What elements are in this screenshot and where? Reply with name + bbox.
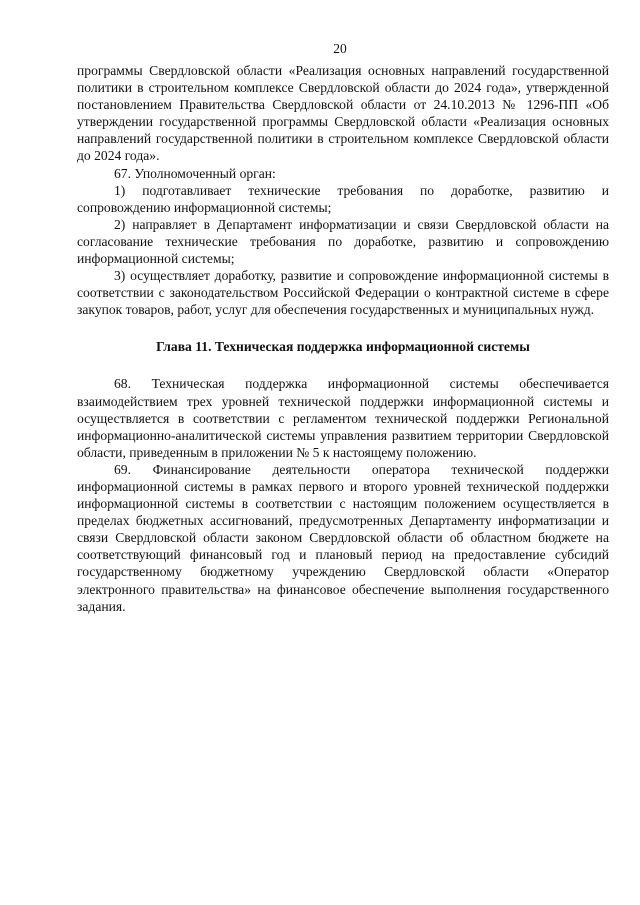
paragraph-67-item-1: 1) подготавливает технические требования по доработке, развитию и сопровождению информационной системы;: [77, 182, 609, 215]
paragraph-68: 68. Техническая поддержка информационной системы обеспечивается взаимодействием трех уровней технической поддержки информационной системы и осуществляется в соответствии с регламентом технической поддержки Региональной информационно-аналитической системы управления развитием территории Свердловской области, приведенным в приложении № 5 к настоящему положению.: [77, 376, 609, 460]
page-number: 20: [333, 41, 347, 56]
paragraph-program-continuation: программы Свердловской области «Реализация основных направлений государственной политики в строительном комплексе Свердловской области до 2024 года», утвержденной постановлением Правительства Свердловской области от 24.10.2013 № 1296-ПП «Об утверждении государственной программы Свердловской области «Реализация основных направлений государственной политики в строительном комплексе Свердловской области до 2024 года».: [77, 63, 609, 164]
paragraph-67-item-3: 3) осуществляет доработку, развитие и сопровождение информационной системы в соответствии с законодательством Российской Федерации о контрактной системе в сфере закупок товаров, работ, услуг для обеспечения государственных и муниципальных нужд.: [77, 268, 609, 318]
paragraph-67-item-2: 2) направляет в Департамент информатизации и связи Свердловской области на согласование технические требования по доработке, развитию и сопровождению информационной системы;: [77, 216, 609, 267]
paragraph-69: 69. Финансирование деятельности оператора технической поддержки информационной системы в рамках первого и второго уровней технической поддержки информационной системы в соответствии с настоящим положением осуществляется в пределах бюджетных ассигнований, предусмотренных Департаменту информатизации и связи Свердловской области законом Свердловской области об областном бюджете на соответствующий финансовый год и плановый период на предоставление субсидий государственному бюджетному учреждению Свердловской области «Оператор электронного правительства» на финансовое обеспечение выполнения государственного задания.: [77, 461, 609, 614]
paragraph-67-heading: 67. Уполномоченный орган:: [114, 165, 276, 181]
chapter-heading: Глава 11. Техническая поддержка информационной системы: [156, 339, 530, 355]
